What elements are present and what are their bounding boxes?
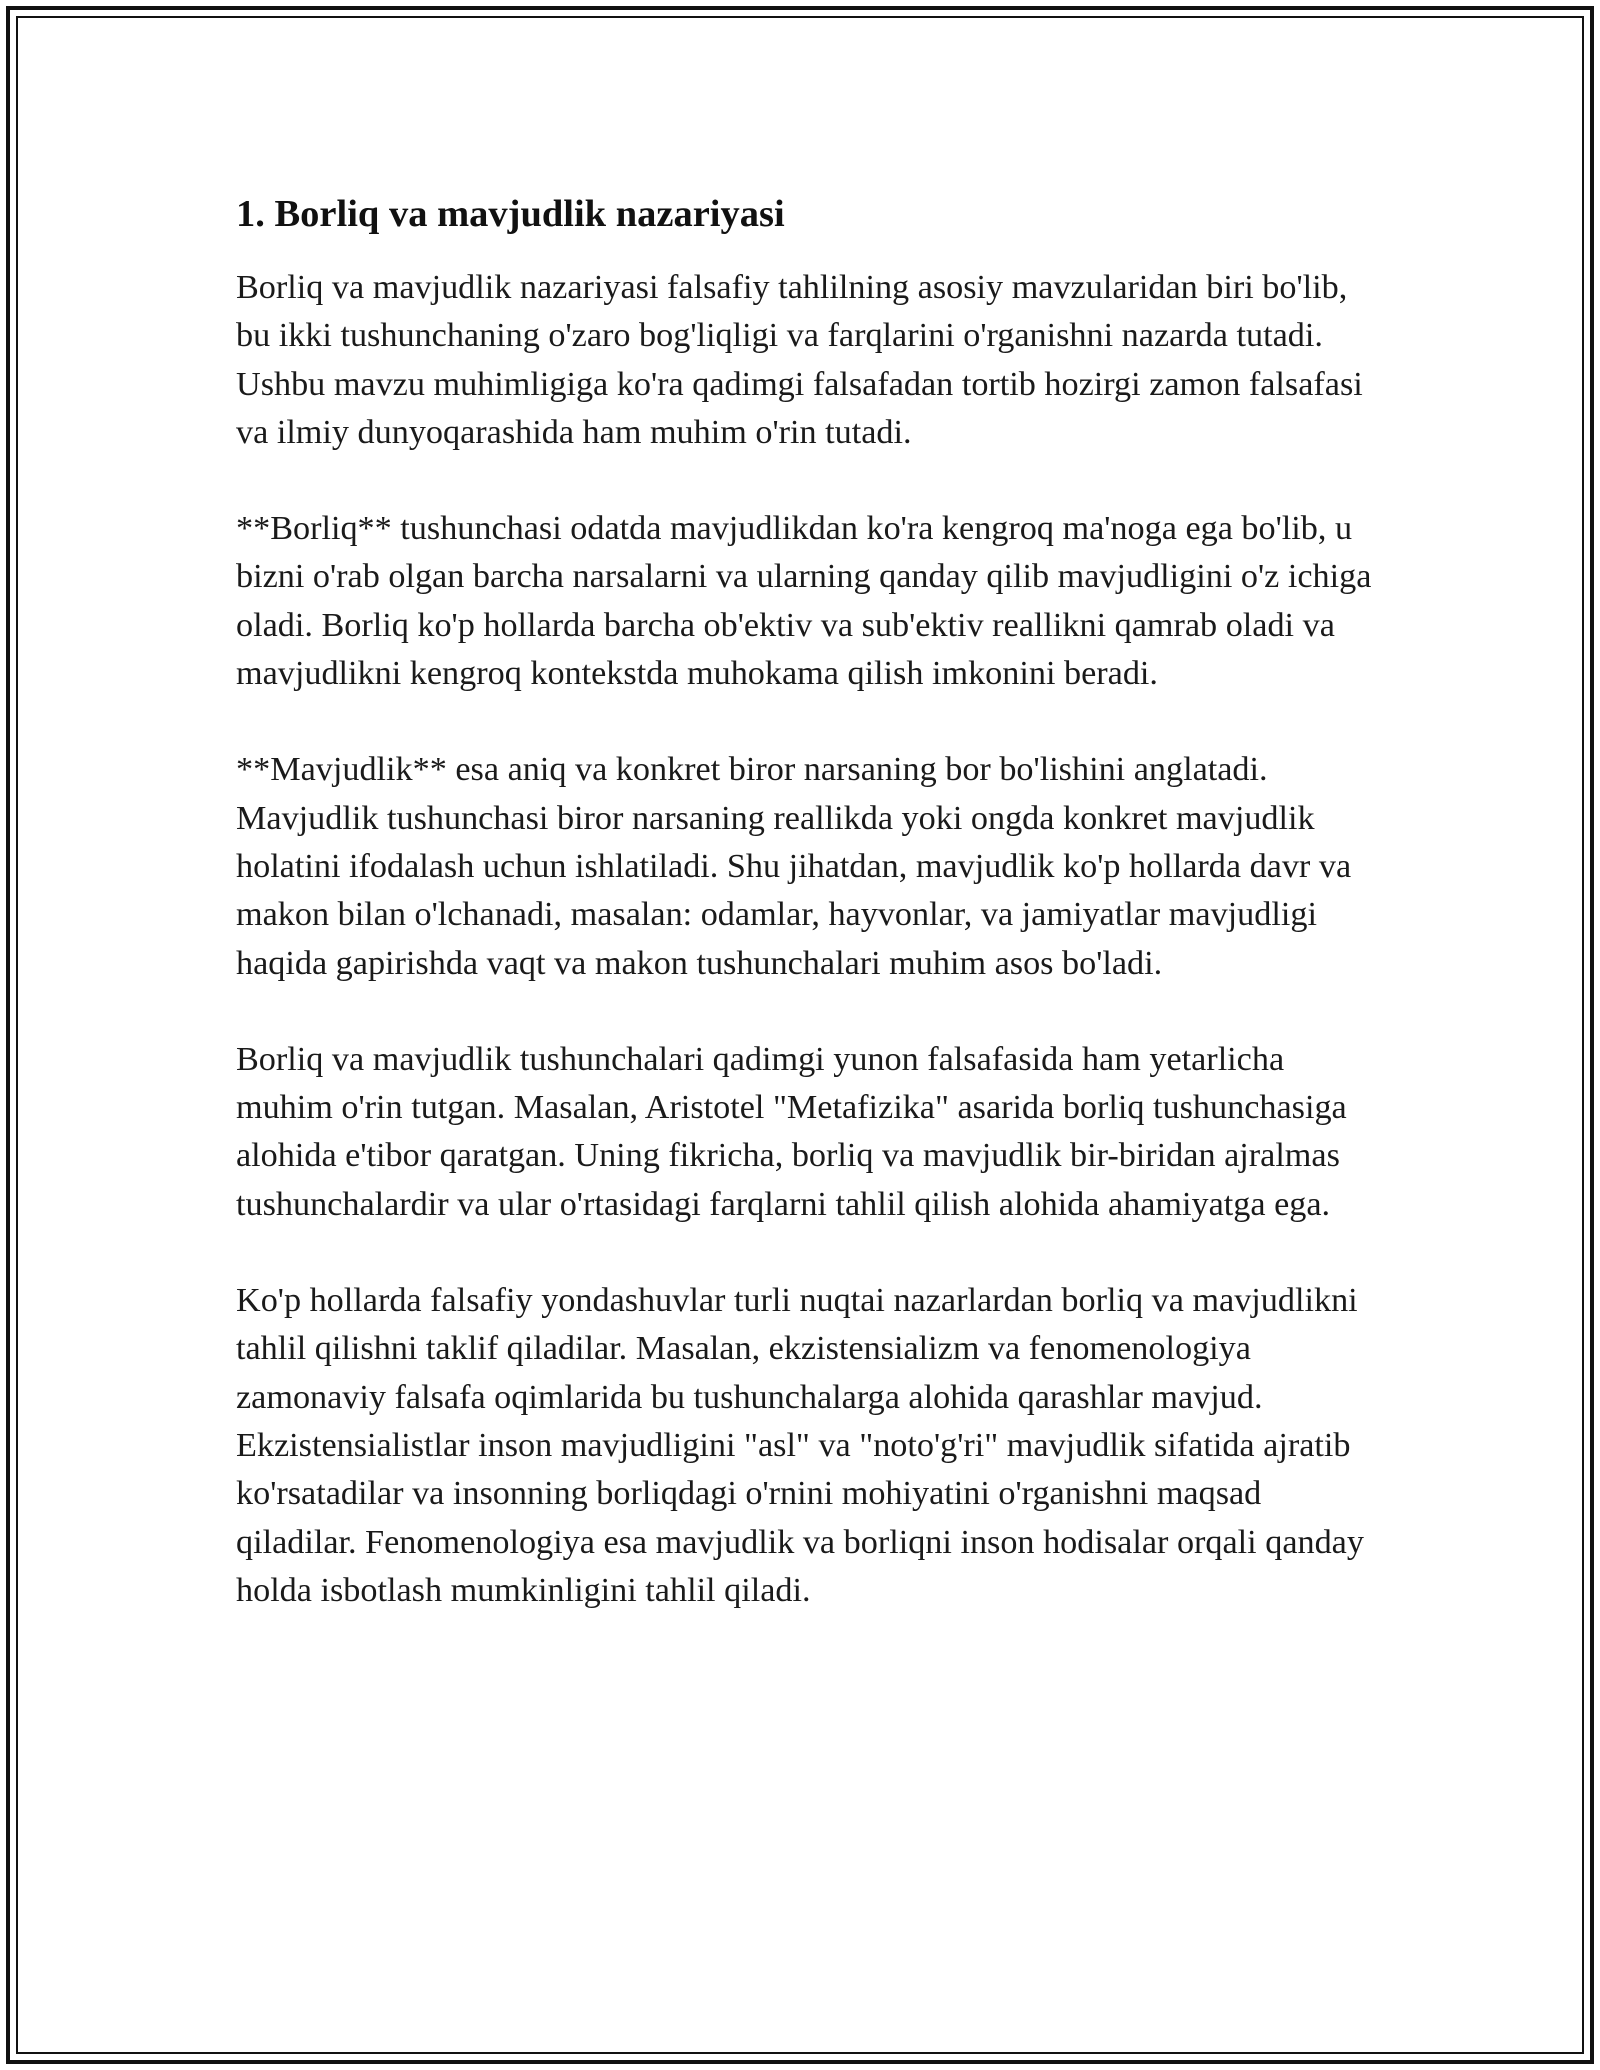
- paragraph-intro: Borliq va mavjudlik nazariyasi falsafiy tahlilning asosiy mavzularidan biri bo'lib, bu ikki tushunchaning o'zaro bog'liqligi va farqlarini o'rganishni nazarda tutadi. Ushbu mavzu muhimligiga ko'ra qadimgi falsafadan tortib hozirgi zamon falsafasi va ilmiy dunyoqarashida ham muhim o'rin tutadi.: [236, 269, 1363, 451]
- paragraph-approaches: Ko'p hollarda falsafiy yondashuvlar turli nuqtai nazarlardan borliq va mavjudlikni tahlil qilishni taklif qiladilar. Masalan, ekzistensializm va fenomenologiya zamonaviy falsafa oqimlarida bu tushunchalarga alohida qarashlar mavjud. Ekzistensialistlar inson mavjudligini "asl" va "noto'g'ri" mavjudlik sifatida ajratib ko'rsatadilar va insonning borliqdagi o'rnini mohiyatini o'rganishni maqsad qiladilar. Fenomenologiya esa mavjudlik va borliqni inson hodisalar orqali qanday holda isbotlash mumkinligini tahlil qiladi.: [236, 1282, 1364, 1609]
- paragraph-mavjudlik: **Mavjudlik** esa aniq va konkret biror narsaning bor bo'lishini anglatadi. Mavjudlik tushunchasi biror narsaning reallikda yoki ongda konkret mavjudlik holatini ifodalash uchun ishlatiladi. Shu jihatdan, mavjudlik ko'p hollarda davr va makon bilan o'lchanadi, masalan: odamlar, hayvonlar, va jamiyatlar mavjudligi haqida gapirishda vaqt va makon tushunchalari muhim asos bo'ladi.: [236, 751, 1352, 982]
- document-body: [236, 186, 1386, 1663]
- section-heading: 1. Borliq va mavjudlik nazariyasi: [236, 193, 785, 235]
- paragraph-aristotel: Borliq va mavjudlik tushunchalari qadimgi yunon falsafasida ham yetarlicha muhim o'rin tutgan. Masalan, Aristotel "Metafizika" asarida borliq tushunchasiga alohida e'tibor qaratgan. Uning fikricha, borliq va mavjudlik bir-biridan ajralmas tushunchalardir va ular o'rtasidagi farqlarni tahlil qilish alohida ahamiyatga ega.: [236, 1040, 1347, 1223]
- paragraph-borliq: **Borliq** tushunchasi odatda mavjudlikdan ko'ra kengroq ma'noga ega bo'lib, u bizni o'rab olgan barcha narsalarni va ularning qanday qilib mavjudligini o'z ichiga oladi. Borliq ko'p hollarda barcha ob'ektiv va sub'ektiv reallikni qamrab oladi va mavjudlikni kengroq kontekstda muhokama qilish imkonini beradi.: [236, 510, 1372, 693]
